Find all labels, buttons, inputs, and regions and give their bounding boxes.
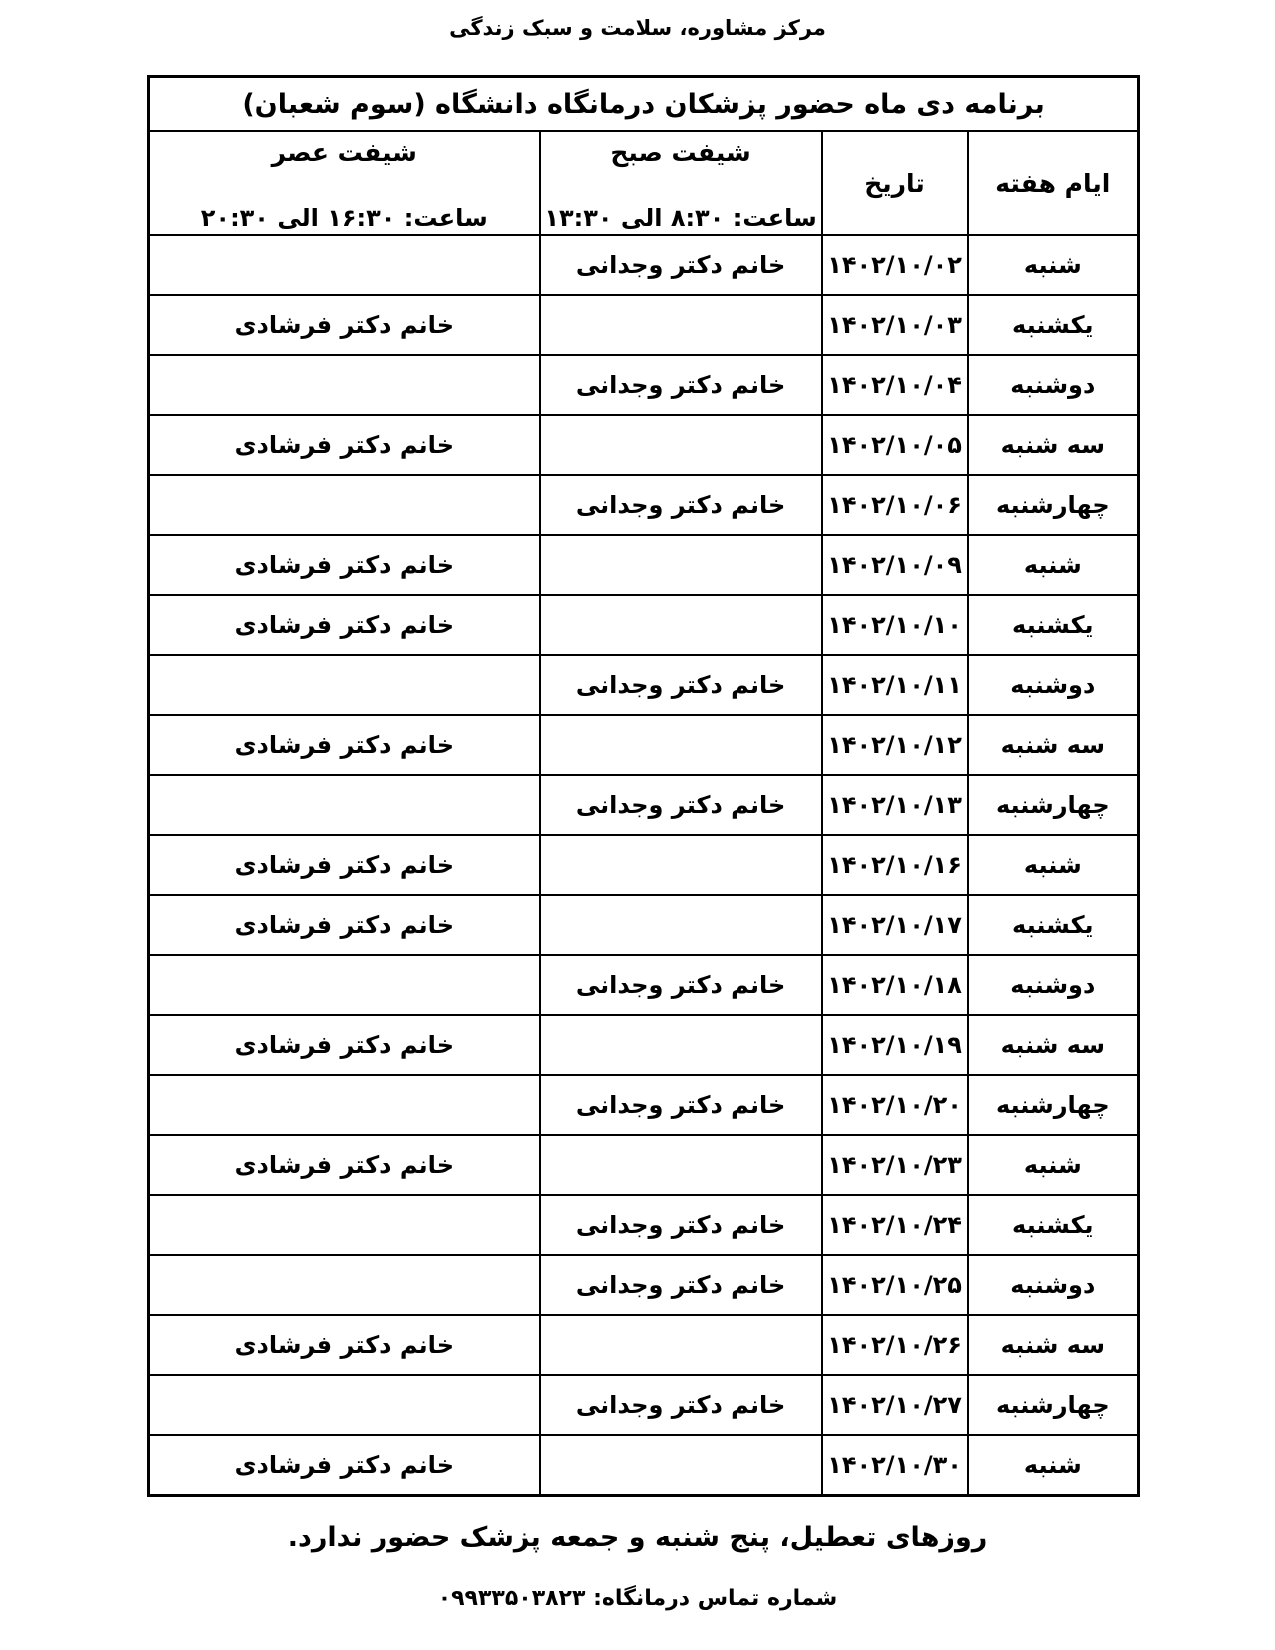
date-cell: ۱۴۰۲/۱۰/۲۴ [822, 1195, 968, 1255]
evening-cell: خانم دکتر فرشادی [149, 895, 540, 955]
morning-cell: خانم دکتر وجدانی [540, 475, 822, 535]
table-row [149, 715, 1139, 775]
morning-cell: خانم دکتر وجدانی [540, 655, 822, 715]
date-cell: ۱۴۰۲/۱۰/۲۰ [822, 1075, 968, 1135]
day-cell: شنبه [968, 535, 1139, 595]
morning-cell: خانم دکتر وجدانی [540, 1255, 822, 1315]
evening-cell: خانم دکتر فرشادی [149, 1435, 540, 1496]
day-cell: چهارشنبه [968, 1375, 1139, 1435]
date-cell: ۱۴۰۲/۱۰/۰۵ [822, 415, 968, 475]
date-cell: ۱۴۰۲/۱۰/۱۱ [822, 655, 968, 715]
morning-cell: خانم دکتر وجدانی [540, 1075, 822, 1135]
morning-cell [540, 1435, 822, 1496]
table-row [149, 475, 1139, 535]
date-cell: ۱۴۰۲/۱۰/۲۵ [822, 1255, 968, 1315]
day-cell: چهارشنبه [968, 1075, 1139, 1135]
table-row [149, 355, 1139, 415]
morning-cell [540, 715, 822, 775]
morning-cell: خانم دکتر وجدانی [540, 1375, 822, 1435]
morning-shift-hours: ساعت: ۸:۳۰ الی ۱۳:۳۰ [544, 204, 817, 232]
evening-cell: خانم دکتر فرشادی [149, 595, 540, 655]
table-row [149, 1015, 1139, 1075]
table-row [149, 895, 1139, 955]
date-cell: ۱۴۰۲/۱۰/۲۷ [822, 1375, 968, 1435]
date-cell: ۱۴۰۲/۱۰/۲۶ [822, 1315, 968, 1375]
table-row [149, 415, 1139, 475]
date-cell: ۱۴۰۲/۱۰/۰۳ [822, 295, 968, 355]
day-cell: دوشنبه [968, 955, 1139, 1015]
morning-shift-title: شیفت صبح [610, 138, 751, 167]
evening-cell [149, 1255, 540, 1315]
table-head [149, 77, 1139, 236]
morning-cell [540, 1315, 822, 1375]
day-cell: سه شنبه [968, 715, 1139, 775]
column-header-row [149, 131, 1139, 235]
column-header-morning-shift [540, 131, 822, 235]
table-row [149, 955, 1139, 1015]
date-cell: ۱۴۰۲/۱۰/۳۰ [822, 1435, 968, 1496]
morning-cell [540, 1015, 822, 1075]
morning-cell [540, 295, 822, 355]
column-header-evening-shift [149, 131, 540, 235]
day-cell: دوشنبه [968, 355, 1139, 415]
table-row [149, 835, 1139, 895]
evening-cell [149, 655, 540, 715]
morning-cell [540, 535, 822, 595]
evening-cell [149, 1375, 540, 1435]
date-cell: ۱۴۰۲/۱۰/۱۳ [822, 775, 968, 835]
morning-cell [540, 1135, 822, 1195]
date-cell: ۱۴۰۲/۱۰/۱۷ [822, 895, 968, 955]
table-row [149, 1435, 1139, 1496]
date-cell: ۱۴۰۲/۱۰/۰۹ [822, 535, 968, 595]
evening-cell: خانم دکتر فرشادی [149, 535, 540, 595]
morning-cell: خانم دکتر وجدانی [540, 235, 822, 295]
table-row [149, 1075, 1139, 1135]
day-cell: سه شنبه [968, 415, 1139, 475]
title-row [149, 77, 1139, 132]
date-cell: ۱۴۰۲/۱۰/۰۶ [822, 475, 968, 535]
morning-cell [540, 415, 822, 475]
evening-cell: خانم دکتر فرشادی [149, 1015, 540, 1075]
evening-cell [149, 1075, 540, 1135]
table-row [149, 1195, 1139, 1255]
evening-cell [149, 1195, 540, 1255]
evening-cell: خانم دکتر فرشادی [149, 415, 540, 475]
evening-cell: خانم دکتر فرشادی [149, 835, 540, 895]
evening-cell: خانم دکتر فرشادی [149, 1315, 540, 1375]
day-cell: دوشنبه [968, 655, 1139, 715]
date-cell: ۱۴۰۲/۱۰/۱۹ [822, 1015, 968, 1075]
evening-cell: خانم دکتر فرشادی [149, 715, 540, 775]
table-body [149, 235, 1139, 1496]
day-cell: یکشنبه [968, 895, 1139, 955]
evening-cell [149, 235, 540, 295]
morning-cell: خانم دکتر وجدانی [540, 775, 822, 835]
date-cell: ۱۴۰۲/۱۰/۲۳ [822, 1135, 968, 1195]
table-row [149, 295, 1139, 355]
evening-cell [149, 775, 540, 835]
clinic-phone-number: ۰۹۹۳۳۵۰۳۸۲۳ [437, 1586, 586, 1611]
day-cell: شنبه [968, 1435, 1139, 1496]
table-row [149, 1255, 1139, 1315]
date-cell: ۱۴۰۲/۱۰/۱۸ [822, 955, 968, 1015]
morning-cell [540, 595, 822, 655]
table-title: برنامه دی ماه حضور پزشکان درمانگاه دانشگاه (سوم شعبان) [149, 77, 1139, 132]
date-cell: ۱۴۰۲/۱۰/۱۰ [822, 595, 968, 655]
clinic-phone-label: شماره تماس درمانگاه: [593, 1586, 838, 1611]
table-row [149, 595, 1139, 655]
date-cell: ۱۴۰۲/۱۰/۰۲ [822, 235, 968, 295]
evening-cell: خانم دکتر فرشادی [149, 295, 540, 355]
evening-shift-title: شیفت عصر [271, 138, 417, 167]
column-header-date: تاریخ [822, 131, 968, 235]
holiday-note: روزهای تعطیل، پنج شنبه و جمعه پزشک حضور ندارد. [287, 1522, 988, 1553]
evening-cell [149, 475, 540, 535]
day-cell: شنبه [968, 1135, 1139, 1195]
table-row [149, 775, 1139, 835]
day-cell: یکشنبه [968, 1195, 1139, 1255]
evening-cell: خانم دکتر فرشادی [149, 1135, 540, 1195]
day-cell: یکشنبه [968, 595, 1139, 655]
day-cell: سه شنبه [968, 1015, 1139, 1075]
day-cell: سه شنبه [968, 1315, 1139, 1375]
date-cell: ۱۴۰۲/۱۰/۱۶ [822, 835, 968, 895]
evening-cell [149, 955, 540, 1015]
day-cell: شنبه [968, 835, 1139, 895]
morning-cell: خانم دکتر وجدانی [540, 955, 822, 1015]
evening-shift-header [150, 133, 539, 233]
clinic-phone-line [0, 1586, 1275, 1611]
table-row [149, 655, 1139, 715]
date-cell: ۱۴۰۲/۱۰/۰۴ [822, 355, 968, 415]
morning-cell: خانم دکتر وجدانی [540, 355, 822, 415]
schedule-table [147, 75, 1140, 1497]
table-row [149, 535, 1139, 595]
date-cell: ۱۴۰۲/۱۰/۱۲ [822, 715, 968, 775]
morning-cell: خانم دکتر وجدانی [540, 1195, 822, 1255]
day-cell: یکشنبه [968, 295, 1139, 355]
table-row [149, 1135, 1139, 1195]
evening-cell [149, 355, 540, 415]
morning-cell [540, 835, 822, 895]
day-cell: شنبه [968, 235, 1139, 295]
column-header-day: ایام هفته [968, 131, 1139, 235]
morning-cell [540, 895, 822, 955]
table-row [149, 235, 1139, 295]
day-cell: دوشنبه [968, 1255, 1139, 1315]
evening-shift-hours: ساعت: ۱۶:۳۰ الی ۲۰:۳۰ [200, 204, 488, 232]
center-name-header: مرکز مشاوره، سلامت و سبک زندگی [449, 16, 826, 40]
morning-shift-header [541, 133, 821, 233]
table-row [149, 1315, 1139, 1375]
table-row [149, 1375, 1139, 1435]
day-cell: چهارشنبه [968, 775, 1139, 835]
day-cell: چهارشنبه [968, 475, 1139, 535]
